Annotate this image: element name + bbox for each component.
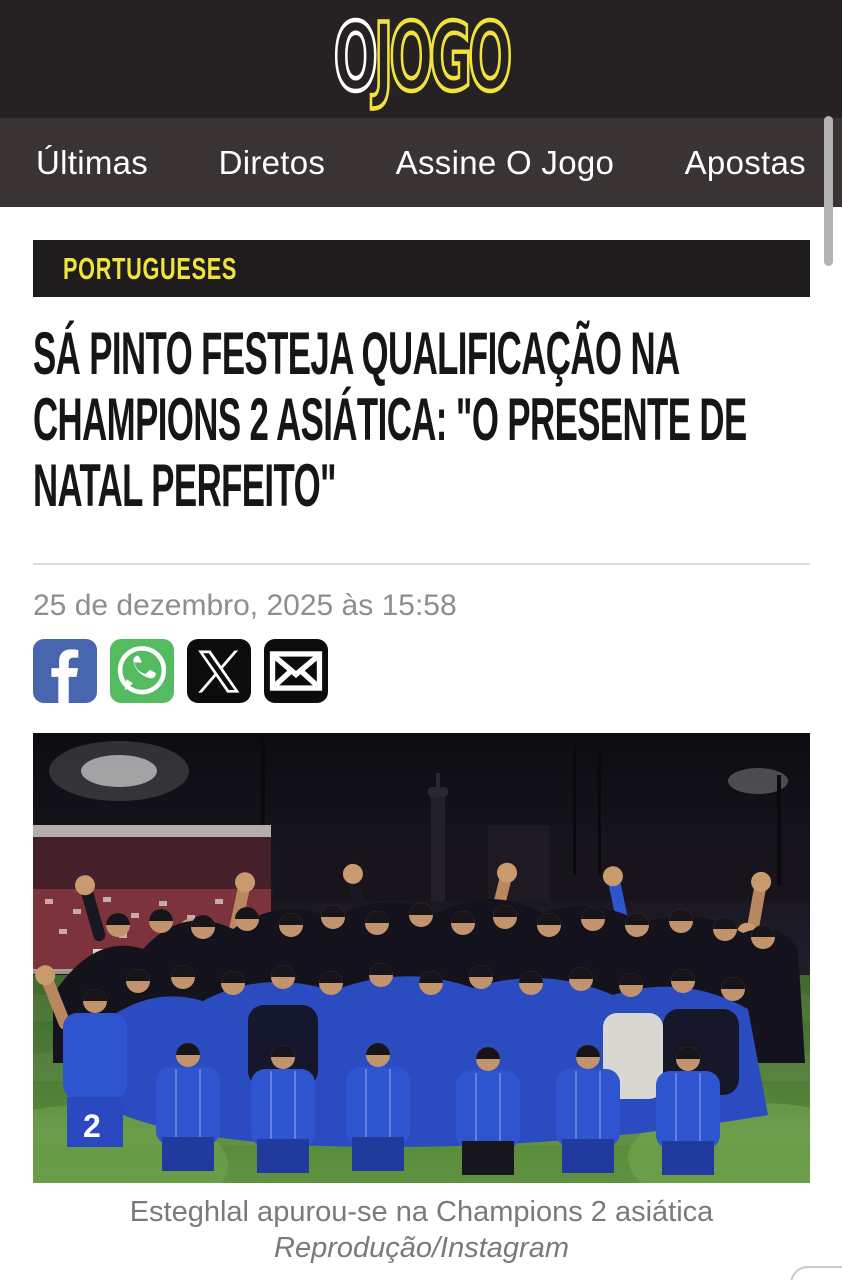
- article-photo: [33, 733, 810, 1183]
- nav-item-diretos[interactable]: Diretos: [218, 143, 326, 181]
- photo-scene: [33, 733, 810, 1183]
- jersey-number: 2: [83, 1108, 101, 1144]
- category-bar: [33, 240, 810, 297]
- logo-letter-o: O: [333, 5, 374, 113]
- headline-line: SÁ PINTO FESTEJA QUALIFICAÇÃO NA: [33, 320, 680, 387]
- nav-item-assine[interactable]: Assine O Jogo: [395, 143, 615, 181]
- facebook-icon: [33, 639, 97, 703]
- nav-item-ultimas[interactable]: Últimas: [36, 143, 149, 181]
- category-label[interactable]: PORTUGUESES: [63, 250, 238, 286]
- logo-letters-jogo: JOGO: [373, 5, 509, 113]
- main-nav: [0, 118, 842, 207]
- share-row: [33, 639, 810, 703]
- email-icon: [264, 639, 328, 703]
- whatsapp-icon: [110, 639, 174, 703]
- share-facebook-button[interactable]: [33, 639, 97, 703]
- photo-credit: Reprodução/Instagram: [274, 1232, 569, 1264]
- share-whatsapp-button[interactable]: [110, 639, 174, 703]
- ojogo-logo[interactable]: [334, 5, 509, 113]
- floating-corner-button[interactable]: [790, 1266, 842, 1280]
- scrollbar-thumb[interactable]: [824, 116, 833, 266]
- photo-caption: Esteghlal apurou-se na Champions 2 asiática: [129, 1196, 714, 1228]
- nav-item-apostas[interactable]: Apostas: [684, 143, 806, 181]
- site-header: [0, 0, 842, 118]
- share-x-button[interactable]: [187, 639, 251, 703]
- headline-line: CHAMPIONS 2 ASIÁTICA: "O PRESENTE DE: [33, 386, 747, 453]
- headline-line: NATAL PERFEITO": [33, 452, 336, 519]
- publish-datetime: 25 de dezembro, 2025 às 15:58: [33, 589, 457, 622]
- article: [0, 207, 842, 1265]
- article-headline: [33, 321, 810, 519]
- divider: [33, 563, 810, 565]
- share-email-button[interactable]: [264, 639, 328, 703]
- x-icon: [187, 639, 251, 703]
